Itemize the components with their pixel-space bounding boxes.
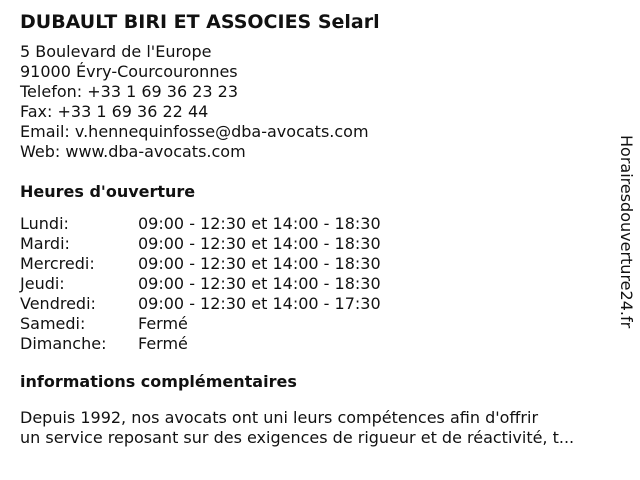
hours-row-tuesday xyxy=(20,234,620,254)
hours-heading: Heures d'ouverture xyxy=(20,182,196,201)
hours-row-thursday xyxy=(20,274,620,294)
hours-day: Dimanche: xyxy=(20,334,107,353)
info-line: Depuis 1992, nos avocats ont uni leurs compétences afin d'offrir xyxy=(20,408,539,427)
street-address: 5 Boulevard de l'Europe xyxy=(20,42,212,61)
contact-block xyxy=(20,42,620,162)
hours-day: Mercredi: xyxy=(20,254,95,273)
hours-row-wednesday xyxy=(20,254,620,274)
fax-number: Fax: +33 1 69 36 22 44 xyxy=(20,102,209,121)
hours-time: 09:00 - 12:30 et 14:00 - 18:30 xyxy=(138,214,381,233)
business-card xyxy=(20,10,620,448)
hours-row-friday xyxy=(20,294,620,314)
hours-row-saturday xyxy=(20,314,620,334)
hours-day: Jeudi: xyxy=(20,274,65,293)
hours-time: 09:00 - 12:30 et 14:00 - 18:30 xyxy=(138,254,381,273)
hours-row-monday xyxy=(20,214,620,234)
info-line: un service reposant sur des exigences de rigueur et de réactivité, t... xyxy=(20,428,575,447)
info-description xyxy=(20,408,620,448)
hours-time: 09:00 - 12:30 et 14:00 - 18:30 xyxy=(138,234,381,253)
business-name: DUBAULT BIRI ET ASSOCIES Selarl xyxy=(20,11,380,33)
hours-day: Lundi: xyxy=(20,214,69,233)
hours-day: Mardi: xyxy=(20,234,70,253)
email-address: Email: v.hennequinfosse@dba-avocats.com xyxy=(20,122,369,141)
phone-number: Telefon: +33 1 69 36 23 23 xyxy=(20,82,239,101)
hours-day: Vendredi: xyxy=(20,294,96,313)
hours-day: Samedi: xyxy=(20,314,86,333)
hours-time: Fermé xyxy=(138,334,188,353)
hours-time: 09:00 - 12:30 et 14:00 - 18:30 xyxy=(138,274,381,293)
site-watermark: Horairesdouverture24.fr xyxy=(617,135,636,329)
hours-time: Fermé xyxy=(138,314,188,333)
opening-hours-table xyxy=(20,214,620,354)
website: Web: www.dba-avocats.com xyxy=(20,142,246,161)
hours-time: 09:00 - 12:30 et 14:00 - 17:30 xyxy=(138,294,381,313)
city-address: 91000 Évry-Courcouronnes xyxy=(20,62,238,81)
info-heading: informations complémentaires xyxy=(20,372,297,391)
hours-row-sunday xyxy=(20,334,620,354)
